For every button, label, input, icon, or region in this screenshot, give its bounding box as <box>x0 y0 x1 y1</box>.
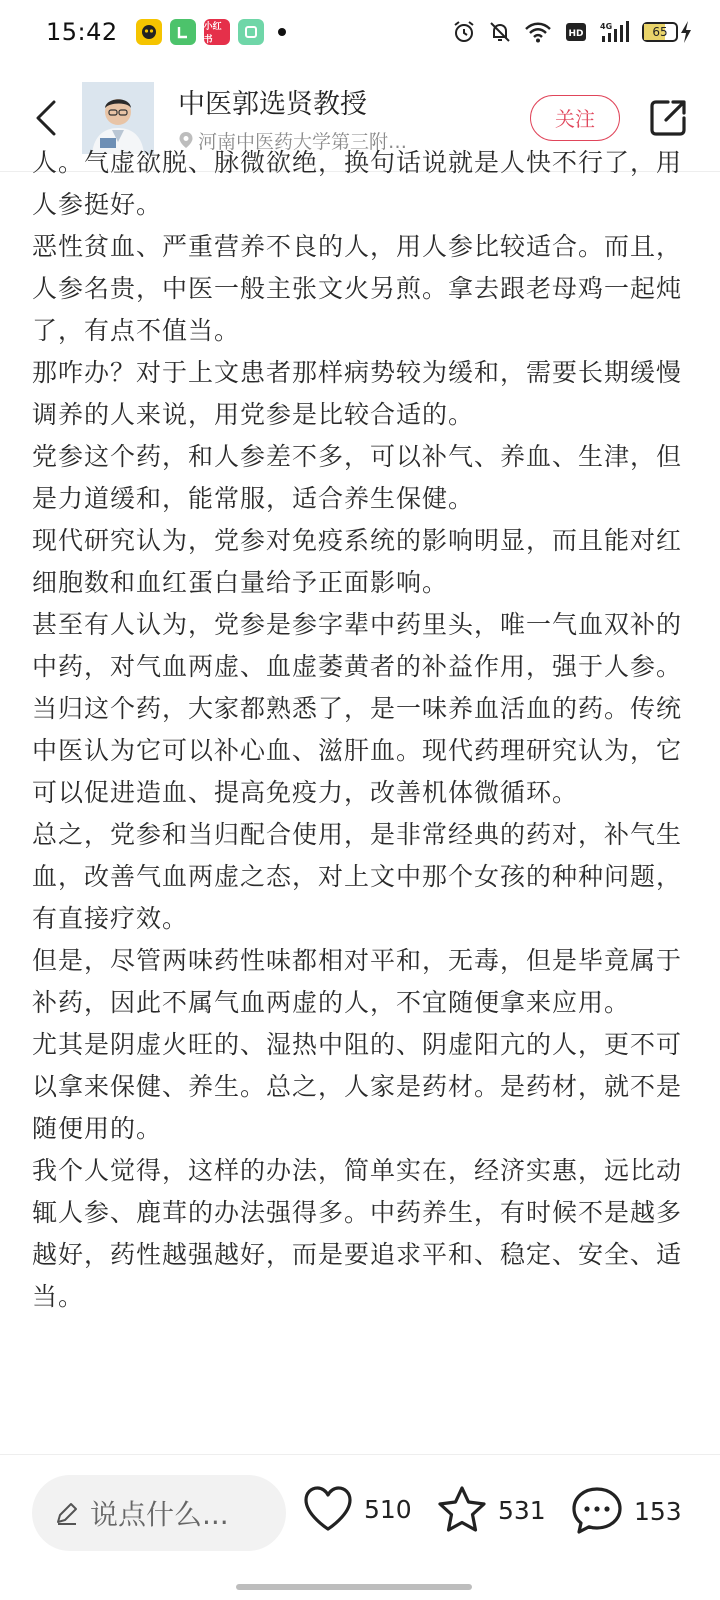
collect-count: 531 <box>498 1495 546 1525</box>
article-paragraph: 党参这个药，和人参差不多，可以补气、养血、生津，但是力道缓和，能常服，适合养生保健。 <box>32 442 683 513</box>
article-paragraph: 人。气虚欲脱、脉微欲绝，换句话说就是人快不行了，用人参挺好。 <box>32 148 683 219</box>
more-notifications-dot <box>278 28 286 36</box>
mute-icon <box>488 20 512 44</box>
home-indicator[interactable] <box>236 1584 472 1590</box>
back-button[interactable] <box>26 88 66 148</box>
share-icon <box>646 96 690 140</box>
heart-icon <box>302 1485 354 1533</box>
app-icon-1 <box>136 19 162 45</box>
alarm-icon <box>452 20 476 44</box>
follow-button[interactable]: 关注 <box>530 95 620 141</box>
svg-text:4G: 4G <box>600 22 613 31</box>
star-icon <box>436 1485 488 1535</box>
comment-placeholder: 说点什么... <box>90 1498 229 1531</box>
article-paragraph: 尤其是阴虚火旺的、湿热中阻的、阴虚阳亢的人，更不可以拿来保健、养生。总之，人家是药材。是药材，就不是随便用的。 <box>32 1030 683 1143</box>
author-name: 中医郭选贤教授 <box>178 88 367 120</box>
comment-button[interactable] <box>570 1485 682 1537</box>
status-indicators <box>452 20 692 44</box>
hd-icon <box>564 20 588 44</box>
signal-4g-icon <box>600 20 630 44</box>
article-content <box>32 142 688 1318</box>
like-count: 510 <box>364 1494 412 1524</box>
article-paragraph: 现代研究认为，党参对免疫系统的影响明显，而且能对红细胞数和血红蛋白量给予正面影响。 <box>32 526 683 597</box>
chevron-left-icon <box>34 98 58 138</box>
article-paragraph: 甚至有人认为，党参是参字辈中药里头，唯一气血双补的中药，对气血两虚、血虚萎黄者的补益作用，强于人参。 <box>32 610 683 681</box>
article-paragraph: 总之，党参和当归配合使用，是非常经典的药对，补气生血，改善气血两虚之态，对上文中那个女孩的种种问题，有直接疗效。 <box>32 820 683 933</box>
article-paragraph: 但是，尽管两味药性味都相对平和，无毒，但是毕竟属于补药，因此不属气血两虚的人，不宜随便拿来应用。 <box>32 946 683 1017</box>
collect-button[interactable] <box>436 1485 546 1535</box>
comment-count: 153 <box>634 1496 682 1526</box>
status-time: 15:42 <box>46 18 118 46</box>
comment-input[interactable] <box>32 1475 286 1551</box>
app-icon-3: 小红书 <box>204 19 230 45</box>
battery-indicator <box>642 21 692 43</box>
wifi-icon <box>524 20 552 44</box>
app-icon-2 <box>170 19 196 45</box>
notification-app-icons <box>136 19 264 45</box>
bottom-action-bar <box>0 1454 720 1600</box>
comment-bubble-icon <box>570 1485 624 1537</box>
article-body <box>0 148 720 1454</box>
app-icon-4 <box>238 19 264 45</box>
like-button[interactable] <box>302 1485 412 1533</box>
pencil-icon <box>54 1500 80 1526</box>
charging-icon <box>680 21 692 43</box>
article-paragraph: 恶性贫血、严重营养不良的人，用人参比较适合。而且，人参名贵，中医一般主张文火另煎。拿去跟老母鸡一起炖了，有点不值当。 <box>32 232 683 345</box>
article-paragraph: 我个人觉得，这样的办法，简单实在，经济实惠，远比动辄人参、鹿茸的办法强得多。中药养生，有时候不是越多越好，药性越强越好，而是要追求平和、稳定、安全、适当。 <box>32 1156 683 1311</box>
svg-text:HD: HD <box>568 29 584 39</box>
author-location-text: 河南中医药大学第三附… <box>198 130 408 153</box>
battery-level: 65 <box>652 25 668 39</box>
article-paragraph: 当归这个药，大家都熟悉了，是一味养血活血的药。传统中医认为它可以补心血、滋肝血。现代药理研究认为，它可以促进造血、提高免疫力，改善机体微循环。 <box>32 694 683 807</box>
share-button[interactable] <box>646 96 690 140</box>
status-bar <box>0 0 720 64</box>
article-paragraph: 那咋办？对于上文患者那样病势较为缓和，需要长期缓慢调养的人来说，用党参是比较合适的。 <box>32 358 683 429</box>
